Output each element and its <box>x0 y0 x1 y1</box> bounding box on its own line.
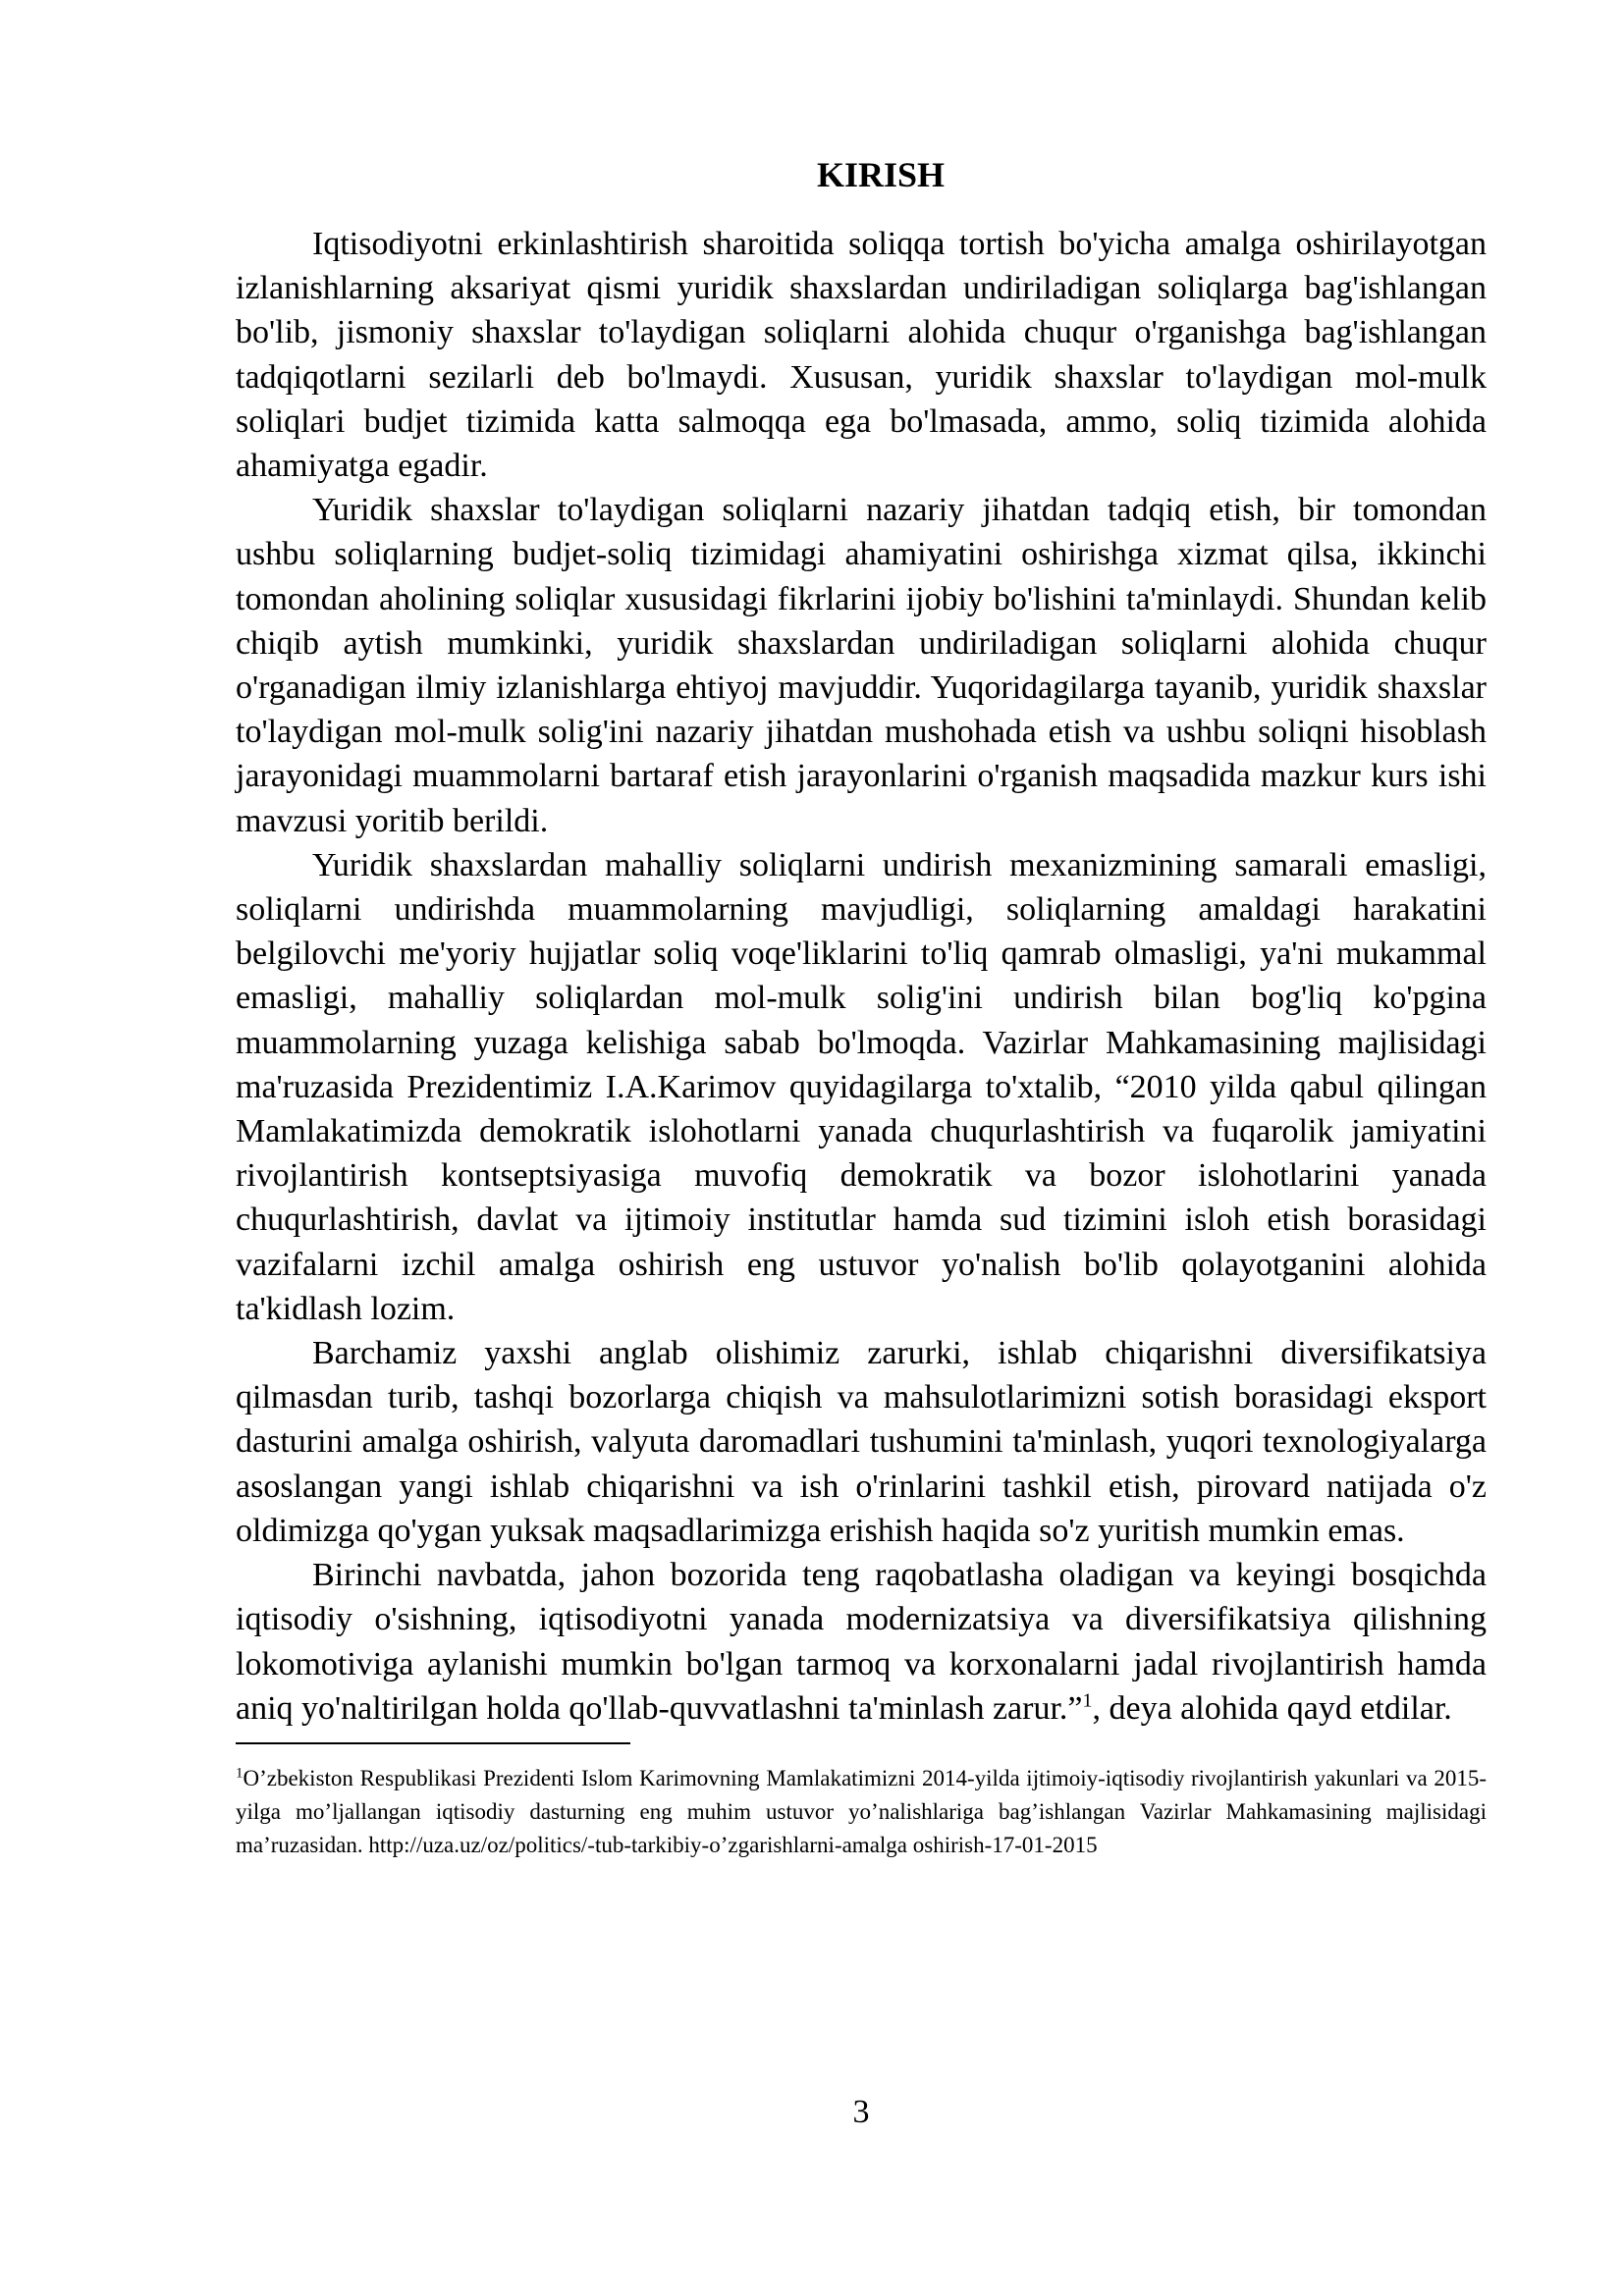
paragraph-5-tail: , deya alohida qayd etdilar. <box>1092 1689 1452 1727</box>
paragraph-1: Iqtisodiyotni erkinlashtirish sharoitida soliqqa tortish bo'yicha amalga oshirilayotgan izlanishlarning aksariyat qismi yuridik shaxslardan undiriladigan soliqlarga bag'ishlangan bo'lib, jismoniy shaxslar to'laydigan soliqlarni alohida chuqur o'rganishga bag'ishlangan tadqiqotlarni sezilarli deb bo'lmaydi. Xususan, yuridik shaxslar to'laydigan mol-mulk soliqlari budjet tizimida katta salmoqqa ega bo'lmasada, ammo, soliq tizimida alohida ahamiyatga egadir. <box>236 226 1487 485</box>
page-title: KIRISH <box>816 155 946 194</box>
footnote-reference[interactable]: 1 <box>1082 1689 1093 1712</box>
paragraph-5-text: Birinchi navbatda, jahon bozorida teng raqobatlasha oladigan va keyingi bosqichda iqtisodiy o'sishning, iqtisodiyotni yanada modernizatsiya va diversifikatsiya qilishning lokomotiviga aylanishi mumkin bo'lgan tarmoq va korxonalarni jadal rivojlantirish hamda aniq yo'naltirilgan holda qo'llab-quvvatlashni ta'minlash zarur.” <box>236 1557 1487 1727</box>
footnote-text: O’zbekiston Respublikasi Prezidenti Islom Karimovning Mamlakatimizni 2014-yilda ijtimoiy-iqtisodiy rivojlantirish yakunlari va 2015-yilga mo’ljallangan iqtisodiy dasturning eng muhim ustuvor yo’nalishlariga bag’ishlangan Vazirlar Mahkamasining majlisidagi ma’ruzasidan. http://uza.uz/oz/politics/-tub-tarkibiy-o’zgarishlarni-amalga oshirish-17-01-2015 <box>236 1765 1487 1857</box>
paragraph-2: Yuridik shaxslar to'laydigan soliqlarni nazariy jihatdan tadqiq etish, bir tomondan ushbu soliqlarning budjet-soliq tizimidagi ahamiyatini oshirishga xizmat qilsa, ikkinchi tomondan aholining soliqlar xususidagi fikrlarini ijobiy bo'lishini ta'minlaydi. Shundan kelib chiqib aytish mumkinki, yuridik shaxslardan undiriladigan soliqlarni alohida chuqur o'rganadigan ilmiy izlanishlarga ehtiyoj mavjuddir. Yuqoridagilarga tayanib, yuridik shaxslar to'laydigan mol-mulk solig'ini nazariy jihatdan mushohada etish va ushbu soliqni hisoblash jarayonidagi muammolarni bartaraf etish jarayonlarini o'rganish maqsadida mazkur kurs ishi mavzusi yoritib berildi. <box>236 492 1487 839</box>
document-page <box>236 153 1487 1862</box>
paragraph-3: Yuridik shaxslardan mahalliy soliqlarni undirish mexanizmining samarali emasligi, soliqlarni undirishda muammolarning mavjudligi, soliqlarning amaldagi harakatini belgilovchi me'yoriy hujjatlar soliq voqe'liklarini to'liq qamrab olmasligi, ya'ni mukammal emasligi, mahalliy soliqlardan mol-mulk solig'ini undirish bilan bog'liq ko'pgina muammolarning yuzaga kelishiga sabab bo'lmoqda. Vazirlar Mahkamasining majlisidagi ma'ruzasida Prezidentimiz I.A.Karimov quyidagilarga to'xtalib, “2010 yilda qabul qilingan Mamlakatimizda demokratik islohotlarni yanada chuqurlashtirish va fuqarolik jamiyatini rivojlantirish kontseptsiyasiga muvofiq demokratik va bozor islohotlarini yanada chuqurlashtirish, davlat va ijtimoiy institutlar hamda sud tizimini isloh etish borasidagi vazifalarni izchil amalga oshirish eng ustuvor yo'nalish bo'lib qolayotganini alohida ta'kidlash lozim. <box>236 846 1487 1327</box>
paragraph-4: Barchamiz yaxshi anglab olishimiz zarurki, ishlab chiqarishni diversifikatsiya qilmasdan turib, tashqi bozorlarga chiqish va mahsulotlarimizni sotish borasidagi eksport dasturini amalga oshirish, valyuta daromadlari tushumini ta'minlash, yuqori texnologiyalarga asoslangan yangi ishlab chiqarishni va ish o'rinlarini tashkil etish, pirovard natijada o'z oldimizga qo'ygan yuksak maqsadlarimizga erishish haqida so'z yuritish mumkin emas. <box>236 1335 1487 1549</box>
footnote-divider <box>236 1742 630 1744</box>
footnote-marker: 1 <box>236 1765 244 1782</box>
footnote <box>236 1762 1487 1862</box>
page-number: 3 <box>852 2094 870 2130</box>
paragraph-5 <box>236 1553 1487 1731</box>
